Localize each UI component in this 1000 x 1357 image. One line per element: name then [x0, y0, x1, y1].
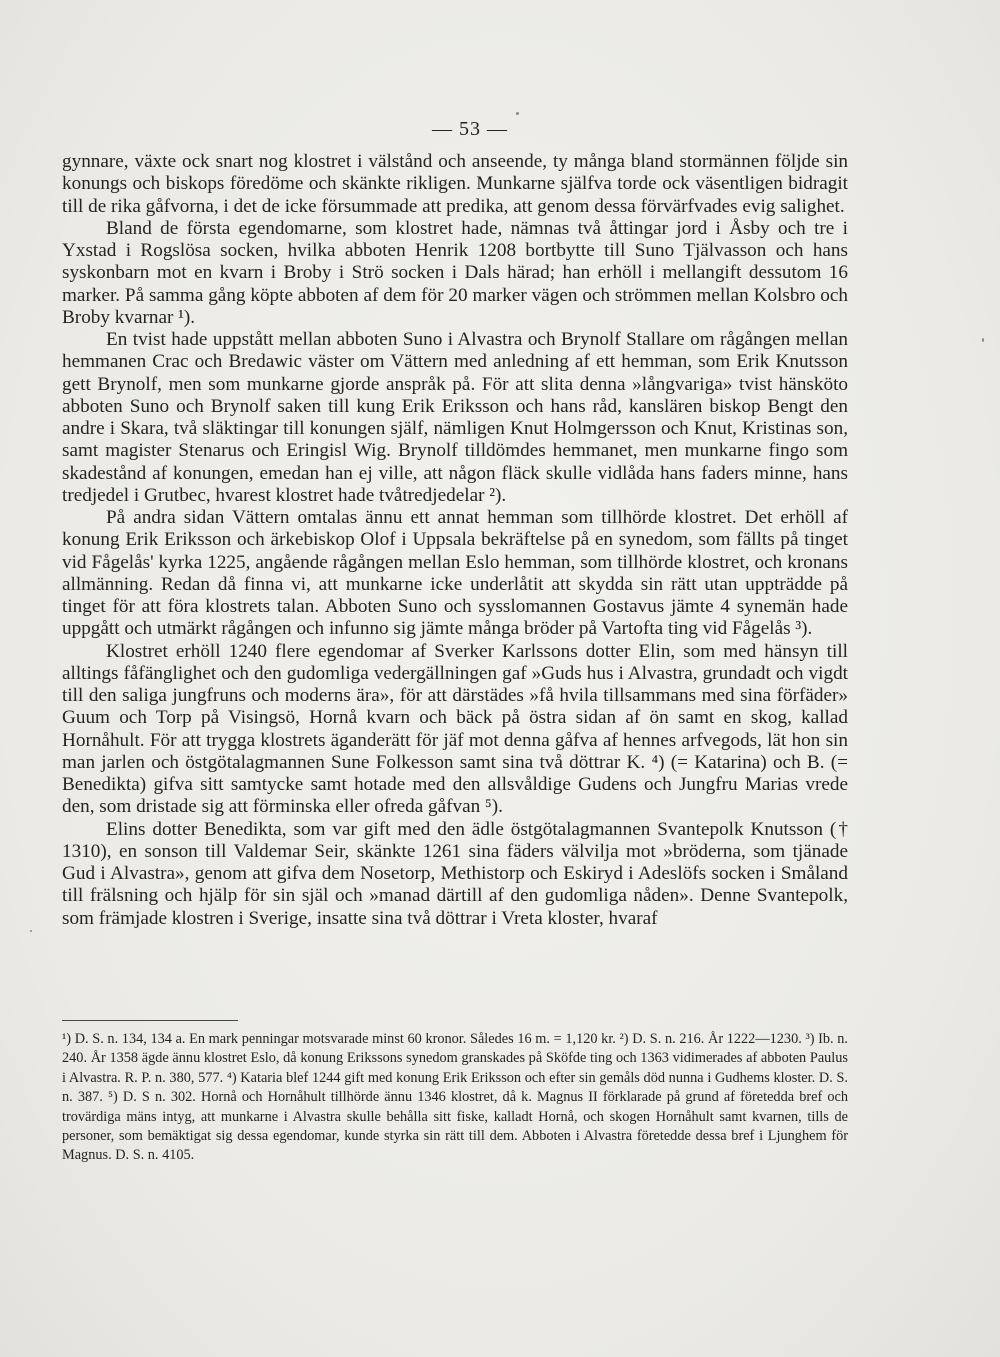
page-number: — 53 —	[432, 118, 508, 140]
scan-speck	[516, 112, 519, 115]
body-text	[62, 151, 848, 930]
scan-speck	[30, 930, 32, 932]
paragraph-6: Elins dotter Benedikta, som var gift med den ädle östgötalagmannen Svantepolk Knutsson († 1310), en sonson till Valdemar Seir, skänkte 1261 sina fäders välvilja mot »bröderna, som tjänade Gud i Alvastra», genom att gifva dem Nosetorp, Methistorp och Eskiryd i Adeslöfs socken i Småland till frälsning och hjälp för sin själ och »manad därtill af den gudomliga nåden». Denne Svantepolk, som främjade klostren i Sverige, insatte sina två döttrar i Vreta kloster, hvaraf	[62, 818, 848, 929]
footnotes	[62, 1030, 848, 1166]
paragraph-2: Bland de första egendomarne, som klostret hade, nämnas två åttingar jord i Åsby och tre i Yxstad i Rogslösa socken, hvilka abboten Henrik 1208 bortbytte till Suno Tjälvasson och hans syskonbarn mot en kvarn i Broby i Strö socken i Dals härad; han erhöll i mellangift dessutom 16 marker. På samma gång köpte abboten af dem för 20 marker vägen och strömmen mellan Kolsbro och Broby kvarnar ¹).	[62, 217, 848, 328]
footnote-separator	[62, 1020, 238, 1021]
paragraph-4: På andra sidan Vättern omtalas ännu ett annat hemman som tillhörde klostret. Det erhöll af konung Erik Eriksson och ärkebiskop Olof i Uppsala bekräftelse på en synedom, som fällts på tinget vid Fågelås' kyrka 1225, angående rågången mellan Eslo hemman, som tillhörde klostret, och kronans allmänning. Redan då finna vi, att munkarne icke underlåtit att skydda sin rätt utan uppträdde på tinget för att föra klostrets talan. Abboten Suno och sysslomannen Gostavus jämte 4 synemän hade uppgått och utmärkt rågången och infunno sig jämte många bröder på Vartofta ting vid Fågelås ³).	[62, 507, 848, 640]
paragraph-5: Klostret erhöll 1240 flere egendomar af Sverker Karlssons dotter Elin, som med hänsyn till alltings fåfänglighet och den gudomliga vedergällningen gaf »Guds hus i Alvastra, grundadt och vigdt till den saliga jungfruns och moderns ära», för att därstädes »få hvila tillsammans med sina förfäder» Guum och Torp på Visingsö, Hornå kvarn och bäck på östra sidan af ön samt en skog, kallad Hornåhult. För att trygga klostrets äganderätt för jäf mot denna gåfva af hennes arfvegods, lät hon sin man jarlen och östgötalagmannen Sune Folkesson samt sina två döttrar K. ⁴) (= Katarina) och B. (= Benedikta) gifva sitt samtycke samt hotade med den allsvåldige Gudens och Jungfru Marias vrede den, som dristade sig att förminska eller ofreda gåfvan ⁵).	[62, 640, 848, 818]
paragraph-1: gynnare, växte ock snart nog klostret i välstånd och anseende, ty många bland stormännen följde sin konungs och biskops föredöme och skänkte rikligen. Munkarne själfva torde ock väsentligen bidragit till de rika gåfvorna, i det de icke försummade att predika, att genom dessa förvärfvades evig salighet.	[62, 151, 848, 217]
scan-speck	[982, 338, 984, 342]
paragraph-3: En tvist hade uppstått mellan abboten Suno i Alvastra och Brynolf Stallare om rågången mellan hemmanen Crac och Bredawic väster om Vättern med anledning af ett hemman, som Erik Knutsson gett Brynolf, men som munkarne gjorde anspråk på. För att slita denna »långvariga» tvist hänsköto abboten Suno och Brynolf saken till kung Erik Eriksson och hans råd, kanslären biskop Bengt den andre i Skara, två släktingar till konungen själf, nämligen Knut Holmgersson och Knut, Kristinas son, samt magister Stenarus och Eringisl Wig. Brynolf tilldömdes hemmanet, men munkarne fingo som skadestånd af konungen, emedan han ej ville, att någon fläck skulle vidlåda hans faders minne, hans tredjedel i Grutbec, hvarest klostret hade tvåtredjedelar ²).	[62, 329, 848, 506]
footnote-text: ¹) D. S. n. 134, 134 a. En mark penningar motsvarade minst 60 kronor. Således 16 m. = 1,120 kr. ²) D. S. n. 216. År 1222—1230. ³) Ib. n. 240. År 1358 ägde ännu klostret Eslo, då konung Erikssons synedom granskades på Sköfde ting och 1363 vidimerades af abboten Paulus i Alvastra. R. P. n. 380, 577. ⁴) Kataria blef 1244 gift med konung Erik Eriksson och efter sin gemåls död nunna i Gudhems kloster. D. S. n. 387. ⁵) D. S n. 302. Hornå och Hornåhult tillhörde ännu 1346 klostret, då k. Magnus II förklarade på grund af företedda bref och trovärdiga mäns intyg, att munkarne i Alvastra skulle behålla sitt fiske, kalladt Hornå, och skogen Hornåhult samt kvarnen, tills de personer, som bemäktigat sig dessa egendomar, kunde styrka sin rätt till dem. Abboten i Alvastra företedde dessa bref i Ljunghem för Magnus. D. S. n. 4105.	[62, 1031, 848, 1164]
